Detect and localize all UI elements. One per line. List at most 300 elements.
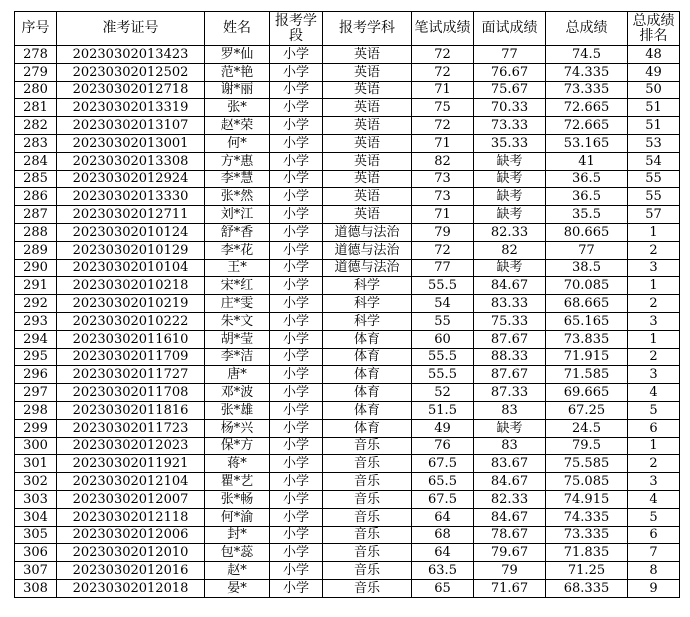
candidate-name-cell: 唐* xyxy=(205,366,270,384)
table-row xyxy=(15,579,680,597)
school-level-cell: 小学 xyxy=(270,508,323,526)
exam-id-cell: 20230302012104 xyxy=(57,473,205,491)
table-row xyxy=(15,348,680,366)
subject-cell: 道德与法治 xyxy=(323,241,412,259)
total-score-cell: 73.835 xyxy=(546,330,628,348)
subject-cell: 体育 xyxy=(323,419,412,437)
row-number-cell: 280 xyxy=(15,81,57,99)
subject-cell: 音乐 xyxy=(323,490,412,508)
total-score-cell: 71.835 xyxy=(546,544,628,562)
written-score-cell: 63.5 xyxy=(412,562,474,580)
table-row xyxy=(15,277,680,295)
subject-cell: 英语 xyxy=(323,99,412,117)
candidate-name-cell: 舒*香 xyxy=(205,223,270,241)
candidate-name-cell: 张*畅 xyxy=(205,490,270,508)
total-rank-cell: 51 xyxy=(628,99,680,117)
written-score-cell: 55.5 xyxy=(412,366,474,384)
total-rank-cell: 57 xyxy=(628,206,680,224)
total-score-cell: 71.585 xyxy=(546,366,628,384)
row-number-cell: 284 xyxy=(15,152,57,170)
exam-id-cell: 20230302011709 xyxy=(57,348,205,366)
written-score-cell: 49 xyxy=(412,419,474,437)
interview-score-cell: 73.33 xyxy=(474,117,546,135)
table-row xyxy=(15,473,680,491)
subject-cell: 体育 xyxy=(323,330,412,348)
row-number-cell: 289 xyxy=(15,241,57,259)
total-rank-cell: 51 xyxy=(628,117,680,135)
row-number-cell: 282 xyxy=(15,117,57,135)
written-score-cell: 71 xyxy=(412,134,474,152)
table-row xyxy=(15,544,680,562)
total-score-cell: 65.165 xyxy=(546,312,628,330)
exam-id-cell: 20230302012007 xyxy=(57,490,205,508)
school-level-cell: 小学 xyxy=(270,455,323,473)
written-score-cell: 64 xyxy=(412,544,474,562)
table-row xyxy=(15,134,680,152)
subject-cell: 音乐 xyxy=(323,579,412,597)
total-score-cell: 74.335 xyxy=(546,508,628,526)
row-number-cell: 296 xyxy=(15,366,57,384)
interview-score-cell: 缺考 xyxy=(474,259,546,277)
table-row xyxy=(15,384,680,402)
total-rank-cell: 3 xyxy=(628,312,680,330)
interview-score-cell: 87.67 xyxy=(474,330,546,348)
interview-score-cell: 83.67 xyxy=(474,455,546,473)
written-score-cell: 54 xyxy=(412,295,474,313)
row-number-cell: 283 xyxy=(15,134,57,152)
table-row xyxy=(15,99,680,117)
interview-score-cell: 75.33 xyxy=(474,312,546,330)
candidate-name-cell: 庄*雯 xyxy=(205,295,270,313)
row-number-cell: 307 xyxy=(15,562,57,580)
written-score-cell: 65.5 xyxy=(412,473,474,491)
row-number-cell: 303 xyxy=(15,490,57,508)
candidate-name-cell: 何* xyxy=(205,134,270,152)
interview-score-cell: 79 xyxy=(474,562,546,580)
header-cell: 序号 xyxy=(15,12,57,46)
row-number-cell: 294 xyxy=(15,330,57,348)
total-rank-cell: 3 xyxy=(628,259,680,277)
total-rank-cell: 5 xyxy=(628,401,680,419)
exam-id-cell: 20230302011708 xyxy=(57,384,205,402)
exam-id-cell: 20230302012118 xyxy=(57,508,205,526)
table-row xyxy=(15,117,680,135)
table-row xyxy=(15,508,680,526)
table-row xyxy=(15,562,680,580)
school-level-cell: 小学 xyxy=(270,117,323,135)
school-level-cell: 小学 xyxy=(270,544,323,562)
row-number-cell: 297 xyxy=(15,384,57,402)
total-score-cell: 24.5 xyxy=(546,419,628,437)
exam-id-cell: 20230302011816 xyxy=(57,401,205,419)
total-score-cell: 71.915 xyxy=(546,348,628,366)
results-table xyxy=(14,11,680,598)
subject-cell: 科学 xyxy=(323,312,412,330)
total-score-cell: 67.25 xyxy=(546,401,628,419)
exam-id-cell: 20230302013001 xyxy=(57,134,205,152)
results-sheet xyxy=(14,11,680,598)
subject-cell: 科学 xyxy=(323,277,412,295)
interview-score-cell: 76.67 xyxy=(474,63,546,81)
total-rank-cell: 53 xyxy=(628,134,680,152)
school-level-cell: 小学 xyxy=(270,277,323,295)
interview-score-cell: 75.67 xyxy=(474,81,546,99)
total-rank-cell: 7 xyxy=(628,544,680,562)
school-level-cell: 小学 xyxy=(270,437,323,455)
row-number-cell: 291 xyxy=(15,277,57,295)
exam-id-cell: 20230302012018 xyxy=(57,579,205,597)
candidate-name-cell: 邓*波 xyxy=(205,384,270,402)
subject-cell: 音乐 xyxy=(323,455,412,473)
total-rank-cell: 9 xyxy=(628,579,680,597)
row-number-cell: 295 xyxy=(15,348,57,366)
interview-score-cell: 缺考 xyxy=(474,206,546,224)
table-row xyxy=(15,401,680,419)
subject-cell: 音乐 xyxy=(323,526,412,544)
total-rank-cell: 1 xyxy=(628,437,680,455)
total-score-cell: 74.5 xyxy=(546,46,628,64)
school-level-cell: 小学 xyxy=(270,188,323,206)
candidate-name-cell: 瞿*艺 xyxy=(205,473,270,491)
total-rank-cell: 2 xyxy=(628,348,680,366)
total-score-cell: 75.085 xyxy=(546,473,628,491)
interview-score-cell: 缺考 xyxy=(474,419,546,437)
row-number-cell: 287 xyxy=(15,206,57,224)
total-rank-cell: 6 xyxy=(628,526,680,544)
written-score-cell: 71 xyxy=(412,81,474,99)
interview-score-cell: 82.33 xyxy=(474,490,546,508)
exam-id-cell: 20230302013330 xyxy=(57,188,205,206)
row-number-cell: 299 xyxy=(15,419,57,437)
subject-cell: 音乐 xyxy=(323,508,412,526)
total-rank-cell: 3 xyxy=(628,473,680,491)
total-score-cell: 74.915 xyxy=(546,490,628,508)
subject-cell: 道德与法治 xyxy=(323,259,412,277)
interview-score-cell: 83.33 xyxy=(474,295,546,313)
school-level-cell: 小学 xyxy=(270,348,323,366)
school-level-cell: 小学 xyxy=(270,473,323,491)
row-number-cell: 306 xyxy=(15,544,57,562)
candidate-name-cell: 赵* xyxy=(205,562,270,580)
school-level-cell: 小学 xyxy=(270,99,323,117)
subject-cell: 科学 xyxy=(323,295,412,313)
candidate-name-cell: 何*渝 xyxy=(205,508,270,526)
written-score-cell: 67.5 xyxy=(412,455,474,473)
total-rank-cell: 55 xyxy=(628,170,680,188)
table-row xyxy=(15,63,680,81)
interview-score-cell: 78.67 xyxy=(474,526,546,544)
row-number-cell: 300 xyxy=(15,437,57,455)
total-score-cell: 35.5 xyxy=(546,206,628,224)
exam-id-cell: 20230302010222 xyxy=(57,312,205,330)
exam-id-cell: 20230302011727 xyxy=(57,366,205,384)
subject-cell: 英语 xyxy=(323,63,412,81)
row-number-cell: 304 xyxy=(15,508,57,526)
row-number-cell: 278 xyxy=(15,46,57,64)
candidate-name-cell: 谢*丽 xyxy=(205,81,270,99)
subject-cell: 英语 xyxy=(323,134,412,152)
interview-score-cell: 77 xyxy=(474,46,546,64)
table-row xyxy=(15,170,680,188)
table-row xyxy=(15,312,680,330)
row-number-cell: 302 xyxy=(15,473,57,491)
school-level-cell: 小学 xyxy=(270,295,323,313)
interview-score-cell: 缺考 xyxy=(474,170,546,188)
school-level-cell: 小学 xyxy=(270,419,323,437)
written-score-cell: 73 xyxy=(412,188,474,206)
total-rank-cell: 8 xyxy=(628,562,680,580)
exam-id-cell: 20230302011921 xyxy=(57,455,205,473)
exam-id-cell: 20230302010129 xyxy=(57,241,205,259)
candidate-name-cell: 胡*莹 xyxy=(205,330,270,348)
interview-score-cell: 83 xyxy=(474,437,546,455)
school-level-cell: 小学 xyxy=(270,366,323,384)
table-body xyxy=(15,46,680,598)
school-level-cell: 小学 xyxy=(270,312,323,330)
exam-id-cell: 20230302012718 xyxy=(57,81,205,99)
total-score-cell: 41 xyxy=(546,152,628,170)
subject-cell: 英语 xyxy=(323,188,412,206)
header-cell: 总成绩 xyxy=(546,12,628,46)
table-row xyxy=(15,259,680,277)
total-score-cell: 70.085 xyxy=(546,277,628,295)
header-row xyxy=(15,12,680,46)
subject-cell: 体育 xyxy=(323,401,412,419)
table-row xyxy=(15,241,680,259)
exam-id-cell: 20230302010124 xyxy=(57,223,205,241)
written-score-cell: 75 xyxy=(412,99,474,117)
interview-score-cell: 82 xyxy=(474,241,546,259)
table-row xyxy=(15,455,680,473)
table-row xyxy=(15,330,680,348)
exam-id-cell: 20230302010104 xyxy=(57,259,205,277)
table-row xyxy=(15,419,680,437)
total-score-cell: 53.165 xyxy=(546,134,628,152)
subject-cell: 英语 xyxy=(323,117,412,135)
table-row xyxy=(15,81,680,99)
subject-cell: 英语 xyxy=(323,81,412,99)
school-level-cell: 小学 xyxy=(270,152,323,170)
total-rank-cell: 49 xyxy=(628,63,680,81)
interview-score-cell: 71.67 xyxy=(474,579,546,597)
total-score-cell: 68.665 xyxy=(546,295,628,313)
row-number-cell: 305 xyxy=(15,526,57,544)
candidate-name-cell: 张* xyxy=(205,99,270,117)
table-row xyxy=(15,206,680,224)
total-rank-cell: 3 xyxy=(628,366,680,384)
total-score-cell: 72.665 xyxy=(546,117,628,135)
total-rank-cell: 2 xyxy=(628,295,680,313)
row-number-cell: 288 xyxy=(15,223,57,241)
interview-score-cell: 35.33 xyxy=(474,134,546,152)
subject-cell: 体育 xyxy=(323,348,412,366)
exam-id-cell: 20230302013107 xyxy=(57,117,205,135)
written-score-cell: 51.5 xyxy=(412,401,474,419)
written-score-cell: 55 xyxy=(412,312,474,330)
table-row xyxy=(15,490,680,508)
candidate-name-cell: 宋*红 xyxy=(205,277,270,295)
row-number-cell: 285 xyxy=(15,170,57,188)
total-score-cell: 79.5 xyxy=(546,437,628,455)
table-row xyxy=(15,46,680,64)
written-score-cell: 52 xyxy=(412,384,474,402)
exam-id-cell: 20230302011723 xyxy=(57,419,205,437)
interview-score-cell: 87.33 xyxy=(474,384,546,402)
total-score-cell: 75.585 xyxy=(546,455,628,473)
table-row xyxy=(15,295,680,313)
candidate-name-cell: 李*花 xyxy=(205,241,270,259)
candidate-name-cell: 包*蕊 xyxy=(205,544,270,562)
written-score-cell: 55.5 xyxy=(412,348,474,366)
exam-id-cell: 20230302010218 xyxy=(57,277,205,295)
total-rank-cell: 48 xyxy=(628,46,680,64)
row-number-cell: 281 xyxy=(15,99,57,117)
written-score-cell: 76 xyxy=(412,437,474,455)
interview-score-cell: 缺考 xyxy=(474,188,546,206)
interview-score-cell: 83 xyxy=(474,401,546,419)
written-score-cell: 60 xyxy=(412,330,474,348)
total-score-cell: 80.665 xyxy=(546,223,628,241)
candidate-name-cell: 晏* xyxy=(205,579,270,597)
table-row xyxy=(15,526,680,544)
table-row xyxy=(15,366,680,384)
written-score-cell: 77 xyxy=(412,259,474,277)
written-score-cell: 68 xyxy=(412,526,474,544)
written-score-cell: 79 xyxy=(412,223,474,241)
subject-cell: 音乐 xyxy=(323,562,412,580)
candidate-name-cell: 赵*荣 xyxy=(205,117,270,135)
header-cell: 面试成绩 xyxy=(474,12,546,46)
total-rank-cell: 54 xyxy=(628,152,680,170)
school-level-cell: 小学 xyxy=(270,170,323,188)
exam-id-cell: 20230302010219 xyxy=(57,295,205,313)
row-number-cell: 279 xyxy=(15,63,57,81)
row-number-cell: 286 xyxy=(15,188,57,206)
written-score-cell: 65 xyxy=(412,579,474,597)
candidate-name-cell: 王* xyxy=(205,259,270,277)
school-level-cell: 小学 xyxy=(270,63,323,81)
candidate-name-cell: 张*然 xyxy=(205,188,270,206)
written-score-cell: 72 xyxy=(412,117,474,135)
school-level-cell: 小学 xyxy=(270,526,323,544)
written-score-cell: 64 xyxy=(412,508,474,526)
total-score-cell: 74.335 xyxy=(546,63,628,81)
subject-cell: 音乐 xyxy=(323,473,412,491)
exam-id-cell: 20230302011610 xyxy=(57,330,205,348)
total-score-cell: 69.665 xyxy=(546,384,628,402)
subject-cell: 英语 xyxy=(323,152,412,170)
subject-cell: 道德与法治 xyxy=(323,223,412,241)
row-number-cell: 290 xyxy=(15,259,57,277)
exam-id-cell: 20230302013308 xyxy=(57,152,205,170)
exam-id-cell: 20230302012023 xyxy=(57,437,205,455)
subject-cell: 英语 xyxy=(323,46,412,64)
row-number-cell: 293 xyxy=(15,312,57,330)
interview-score-cell: 84.67 xyxy=(474,277,546,295)
exam-id-cell: 20230302012502 xyxy=(57,63,205,81)
total-rank-cell: 2 xyxy=(628,455,680,473)
school-level-cell: 小学 xyxy=(270,401,323,419)
subject-cell: 体育 xyxy=(323,366,412,384)
written-score-cell: 72 xyxy=(412,241,474,259)
total-score-cell: 77 xyxy=(546,241,628,259)
written-score-cell: 72 xyxy=(412,63,474,81)
header-cell: 总成绩排名 xyxy=(628,12,680,46)
total-score-cell: 36.5 xyxy=(546,188,628,206)
written-score-cell: 72 xyxy=(412,46,474,64)
candidate-name-cell: 方*惠 xyxy=(205,152,270,170)
interview-score-cell: 82.33 xyxy=(474,223,546,241)
school-level-cell: 小学 xyxy=(270,134,323,152)
school-level-cell: 小学 xyxy=(270,223,323,241)
total-rank-cell: 5 xyxy=(628,508,680,526)
written-score-cell: 67.5 xyxy=(412,490,474,508)
total-rank-cell: 4 xyxy=(628,490,680,508)
candidate-name-cell: 张*雄 xyxy=(205,401,270,419)
row-number-cell: 308 xyxy=(15,579,57,597)
total-rank-cell: 50 xyxy=(628,81,680,99)
interview-score-cell: 70.33 xyxy=(474,99,546,117)
candidate-name-cell: 李*慧 xyxy=(205,170,270,188)
row-number-cell: 292 xyxy=(15,295,57,313)
subject-cell: 音乐 xyxy=(323,437,412,455)
written-score-cell: 82 xyxy=(412,152,474,170)
total-score-cell: 72.665 xyxy=(546,99,628,117)
exam-id-cell: 20230302013423 xyxy=(57,46,205,64)
exam-id-cell: 20230302012010 xyxy=(57,544,205,562)
row-number-cell: 301 xyxy=(15,455,57,473)
candidate-name-cell: 刘*江 xyxy=(205,206,270,224)
school-level-cell: 小学 xyxy=(270,562,323,580)
total-score-cell: 73.335 xyxy=(546,526,628,544)
total-score-cell: 71.25 xyxy=(546,562,628,580)
school-level-cell: 小学 xyxy=(270,384,323,402)
table-row xyxy=(15,188,680,206)
header-cell: 笔试成绩 xyxy=(412,12,474,46)
exam-id-cell: 20230302013319 xyxy=(57,99,205,117)
school-level-cell: 小学 xyxy=(270,241,323,259)
total-rank-cell: 1 xyxy=(628,330,680,348)
total-rank-cell: 6 xyxy=(628,419,680,437)
candidate-name-cell: 罗*仙 xyxy=(205,46,270,64)
total-rank-cell: 1 xyxy=(628,277,680,295)
header-cell: 姓名 xyxy=(205,12,270,46)
candidate-name-cell: 杨*兴 xyxy=(205,419,270,437)
candidate-name-cell: 保*方 xyxy=(205,437,270,455)
table-row xyxy=(15,437,680,455)
school-level-cell: 小学 xyxy=(270,259,323,277)
header-cell: 报考学段 xyxy=(270,12,323,46)
exam-id-cell: 20230302012924 xyxy=(57,170,205,188)
exam-id-cell: 20230302012711 xyxy=(57,206,205,224)
school-level-cell: 小学 xyxy=(270,206,323,224)
interview-score-cell: 87.67 xyxy=(474,366,546,384)
candidate-name-cell: 范*艳 xyxy=(205,63,270,81)
school-level-cell: 小学 xyxy=(270,330,323,348)
school-level-cell: 小学 xyxy=(270,46,323,64)
total-rank-cell: 4 xyxy=(628,384,680,402)
interview-score-cell: 84.67 xyxy=(474,508,546,526)
total-rank-cell: 55 xyxy=(628,188,680,206)
total-score-cell: 73.335 xyxy=(546,81,628,99)
subject-cell: 体育 xyxy=(323,384,412,402)
row-number-cell: 298 xyxy=(15,401,57,419)
interview-score-cell: 79.67 xyxy=(474,544,546,562)
subject-cell: 英语 xyxy=(323,206,412,224)
subject-cell: 音乐 xyxy=(323,544,412,562)
interview-score-cell: 缺考 xyxy=(474,152,546,170)
exam-id-cell: 20230302012016 xyxy=(57,562,205,580)
